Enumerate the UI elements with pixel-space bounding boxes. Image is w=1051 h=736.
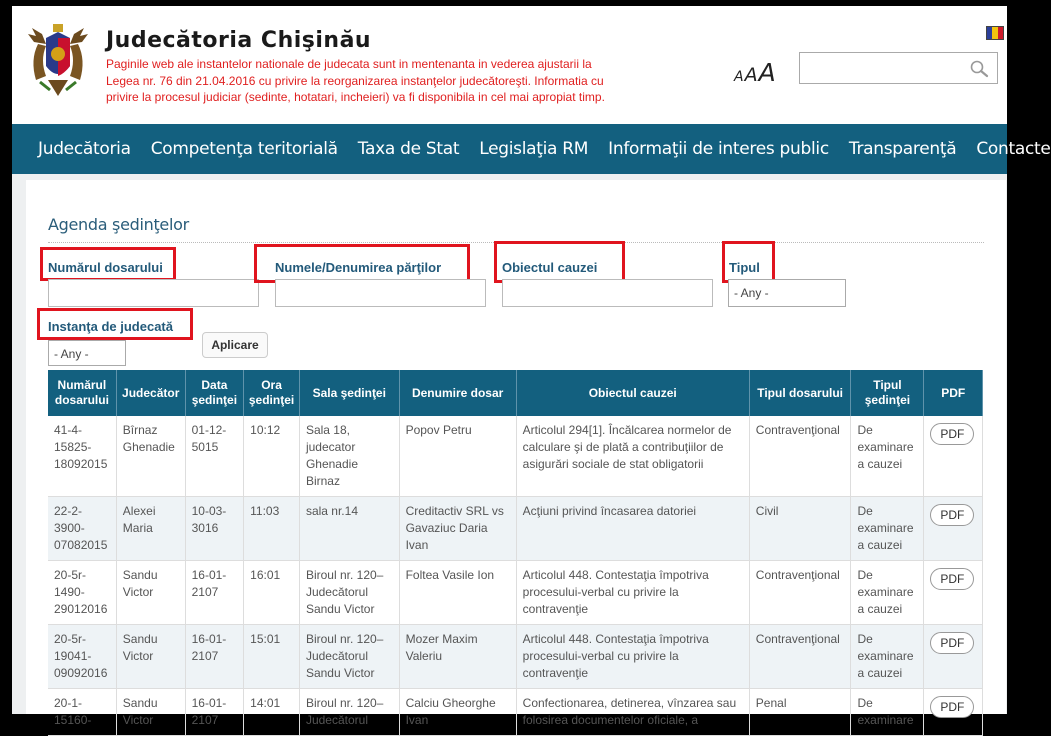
cell-object: Articolul 448. Contestaţia împotriva procesului-verbal cu privire la contravenţie [516,625,749,689]
col-header-case-number[interactable]: Numărul dosarului [48,370,116,416]
table-row [48,497,983,561]
cell-case-name: Foltea Vasile Ion [399,561,516,625]
cell-case-number: 20-1-15160- [48,689,116,736]
cell-judge: Bîrnaz Ghenadie [116,416,185,497]
font-size-medium-button[interactable]: A [744,64,758,86]
cell-room: Biroul nr. 120– Judecătorul Sandu Victor [299,561,399,625]
font-size-switcher [734,58,777,87]
browser-page [12,6,1051,727]
cell-room: Biroul nr. 120– Judecătorul Sandu Victor [299,625,399,689]
cell-object: Articolul 448. Contestaţia împotriva procesului-verbal cu privire la contravenţie [516,561,749,625]
cell-time: 16:01 [244,561,300,625]
content-area [12,174,1007,727]
page-title: Agenda şedinţelor [48,215,189,234]
col-header-time[interactable]: Ora şedinţei [244,370,300,416]
table-row [48,561,983,625]
pdf-button[interactable]: PDF [930,568,974,590]
cell-case-name: Creditactiv SRL vs Gavaziuc Daria Ivan [399,497,516,561]
cell-pdf [924,689,983,736]
cell-case-name: Calciu Gheorghe Ivan [399,689,516,736]
case-object-label: Obiectul cauzei [502,260,598,275]
col-header-session-type[interactable]: Tipul şedinţei [851,370,924,416]
cell-case-number: 20-5r-19041-09092016 [48,625,116,689]
cell-case-type: Contravenţional [749,416,851,497]
cell-case-number: 22-2-3900-07082015 [48,497,116,561]
type-select[interactable]: - Any - [728,279,846,307]
search-box [799,52,998,84]
sessions-table [48,370,983,736]
font-size-large-button[interactable]: A [758,58,776,87]
cell-object: Confectionarea, detinerea, vînzarea sau folosirea documentelor oficiale, a [516,689,749,736]
cell-session-type: De examinare a cauzei [851,416,924,497]
cell-date: 16-01-2107 [185,689,244,736]
language-flag-icon[interactable] [986,26,1004,40]
search-icon[interactable] [969,59,989,79]
cell-session-type: De examinare a cauzei [851,625,924,689]
col-header-pdf: PDF [924,370,983,416]
site-header [12,6,1007,124]
cell-case-type: Civil [749,497,851,561]
pdf-button[interactable]: PDF [930,504,974,526]
col-header-object[interactable]: Obiectul cauzei [516,370,749,416]
cell-judge: Alexei Maria [116,497,185,561]
cell-date: 10-03-3016 [185,497,244,561]
cell-judge: Sandu Victor [116,625,185,689]
col-header-judge[interactable]: Judecător [116,370,185,416]
main-navigation [12,124,1051,174]
pdf-button[interactable]: PDF [930,423,974,445]
nav-contacte[interactable]: Contacte [976,139,1051,159]
coat-of-arms-icon[interactable] [26,20,90,100]
site-title[interactable]: Judecătoria Chişinău [106,28,372,53]
cell-pdf [924,416,983,497]
cell-case-type: Penal [749,689,851,736]
cell-session-type: De examinare a cauzei [851,561,924,625]
content-panel [26,180,1006,727]
cell-time: 14:01 [244,689,300,736]
cell-pdf [924,561,983,625]
nav-legislatia[interactable]: Legislaţia RM [479,139,589,159]
cell-case-number: 20-5r-1490-29012016 [48,561,116,625]
type-label: Tipul [729,260,760,275]
parties-label: Numele/Denumirea părţilor [275,260,442,275]
cell-date: 01-12-5015 [185,416,244,497]
cell-time: 11:03 [244,497,300,561]
cell-pdf [924,625,983,689]
court-select[interactable]: - Any - [48,340,126,366]
table-row [48,416,983,497]
cell-case-name: Mozer Maxim Valeriu [399,625,516,689]
cell-date: 16-01-2107 [185,561,244,625]
table-row [48,689,983,736]
cell-case-number: 41-4-15825-18092015 [48,416,116,497]
col-header-case-name[interactable]: Denumire dosar [399,370,516,416]
case-number-input[interactable] [48,279,259,307]
col-header-room[interactable]: Sala şedinţei [299,370,399,416]
table-row [48,625,983,689]
cell-judge: Sandu Victor [116,689,185,736]
cell-date: 16-01-2107 [185,625,244,689]
cell-judge: Sandu Victor [116,561,185,625]
parties-input[interactable] [275,279,486,307]
nav-informatii[interactable]: Informaţii de interes public [608,139,829,159]
cell-case-name: Popov Petru [399,416,516,497]
cell-object: Articolul 294[1]. Încălcarea normelor de calculare şi de plată a contribuţiilor de asigurări sociale de stat obligatorii [516,416,749,497]
nav-competenta[interactable]: Competenţa teritorială [150,139,338,159]
search-input[interactable] [804,53,968,83]
cell-room: Sala 18, judecator Ghenadie Birnaz [299,416,399,497]
col-header-case-type[interactable]: Tipul dosarului [749,370,851,416]
cell-session-type: De examinare a cauzei [851,497,924,561]
court-label: Instanţa de judecată [48,319,173,334]
cell-pdf [924,497,983,561]
nav-taxa-de-stat[interactable]: Taxa de Stat [357,139,460,159]
pdf-button[interactable]: PDF [930,696,974,718]
cell-time: 10:12 [244,416,300,497]
maintenance-notice: Paginile web ale instantelor nationale de judecata sunt in mentenanta in vederea ajustarii la Legea nr. 76 din 21.04.2016 cu privire la reorganizarea instanţelor judecătoreşti. Informatia cu privire la procesul judiciar (sedinte, hotatari, incheieri) va fi disponibila in cel mai apropiat timp. [106,57,605,104]
cell-time: 15:01 [244,625,300,689]
cell-case-type: Contravenţional [749,561,851,625]
cell-session-type: De examinare [851,689,924,736]
cell-room: Biroul nr. 120– Judecătorul [299,689,399,736]
apply-button[interactable]: Aplicare [202,332,268,358]
cell-room: sala nr.14 [299,497,399,561]
case-number-label: Numărul dosarului [48,260,163,275]
font-size-small-button[interactable]: A [734,69,744,85]
pdf-button[interactable]: PDF [930,632,974,654]
nav-transparenta[interactable]: Transparenţă [848,139,957,159]
cell-object: Acţiuni privind încasarea datoriei [516,497,749,561]
col-header-date[interactable]: Data şedinţei [185,370,244,416]
case-object-input[interactable] [502,279,713,307]
cell-case-type: Contravenţional [749,625,851,689]
nav-judecatoria[interactable]: Judecătoria [38,139,131,159]
